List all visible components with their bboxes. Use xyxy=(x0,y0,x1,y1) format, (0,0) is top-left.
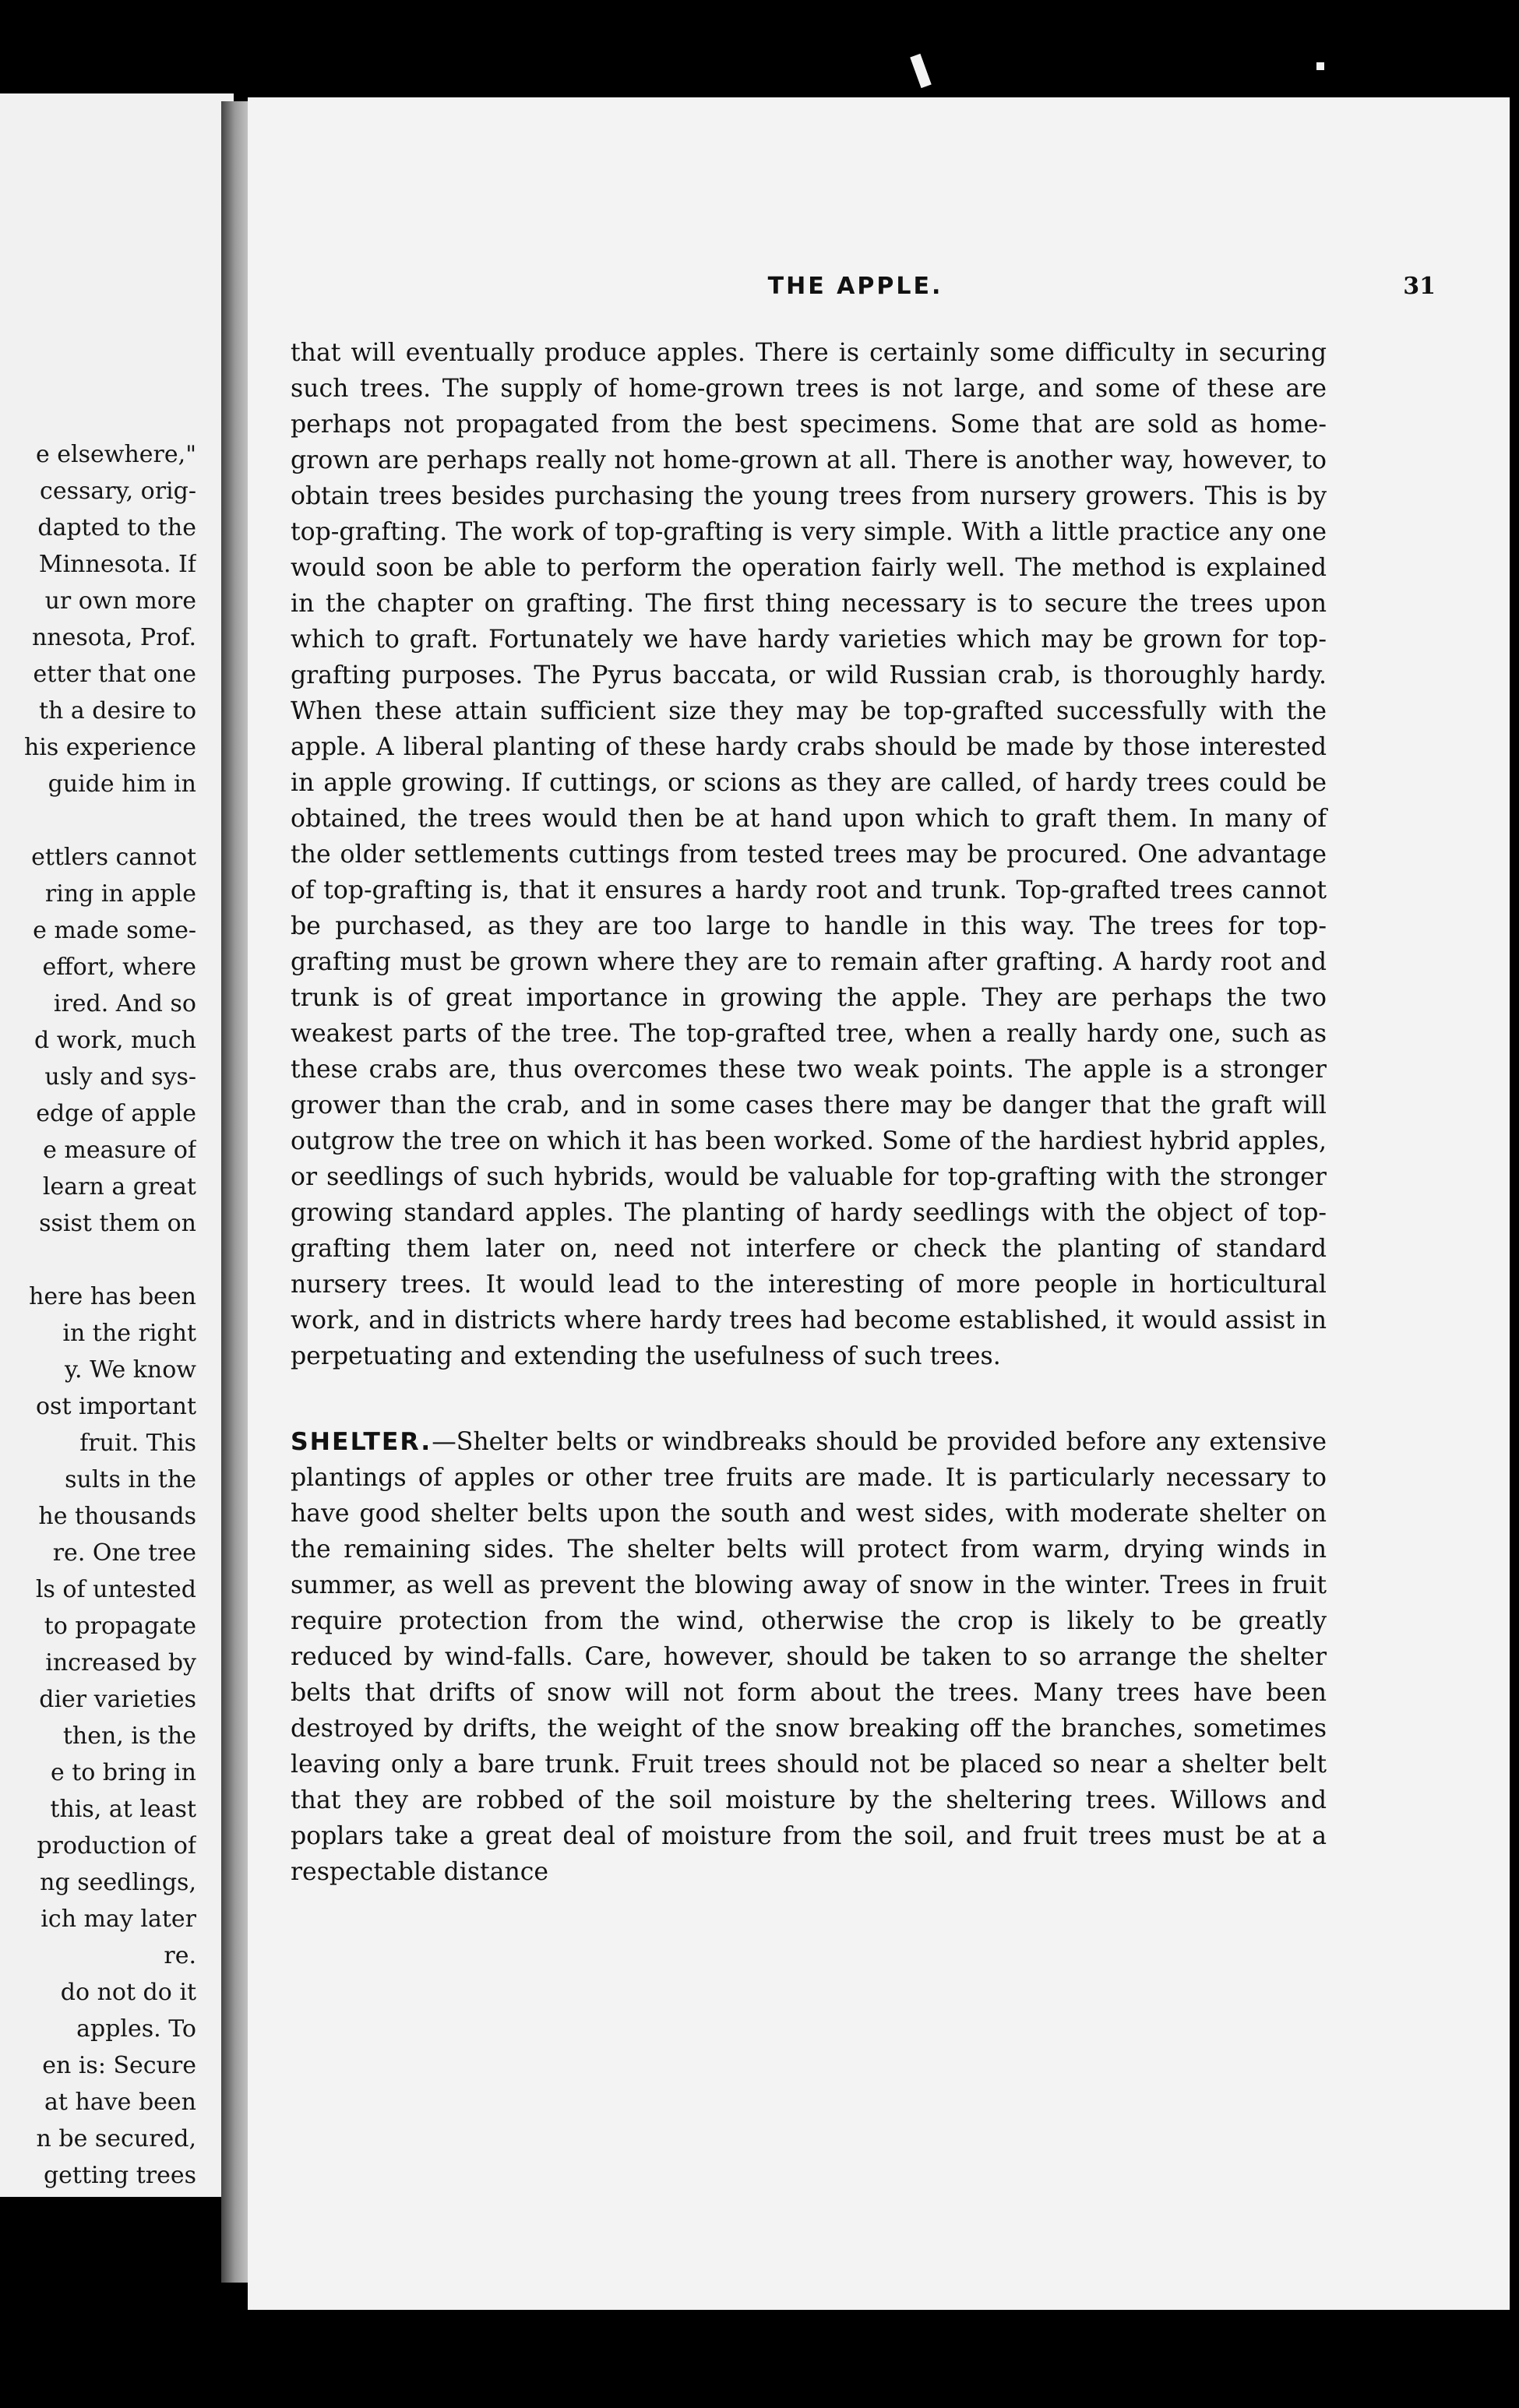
previous-page-line: ired. And so xyxy=(53,990,196,1017)
previous-page-line: Minnesota. If xyxy=(38,551,196,578)
previous-page-line: guide him in xyxy=(48,770,196,798)
previous-page-line: y. We know xyxy=(65,1356,196,1384)
previous-page-line: ur own more xyxy=(44,587,196,615)
previous-page-line: ssist them on xyxy=(39,1210,196,1237)
previous-page-line: dapted to the xyxy=(37,514,196,541)
page-body xyxy=(291,335,1327,1890)
previous-page-line: usly and sys- xyxy=(44,1063,196,1091)
previous-page-line: then, is the xyxy=(62,1722,196,1750)
paragraph-gap xyxy=(0,1242,196,1278)
paragraph-shelter-text: —Shelter belts or windbreaks should be provided before any extensive plantings of apples or other tree fruits are made. It is particularly necessary to have good shelter belts upon the south and west sides, with moderate shelter on the remaining sides. The shelter belts will protect from warm, drying winds in summer, as well as prevent the blowing away of snow in the winter. Trees in fruit require protection from the wind, otherwise the crop is likely to be greatly reduced by wind-falls. Care, however, should be taken to so arrange the shelter belts that drifts of snow will not form about the trees. Many trees have been destroyed by drifts, the weight of the snow breaking off the branches, sometimes leaving only a bare trunk. Fruit trees should not be placed so near a shelter belt that they are robbed of the soil moisture by the sheltering trees. Willows and poplars take a great deal of moisture from the soil, and fruit trees must be at a respectable distance xyxy=(291,1428,1327,1886)
scan-speck xyxy=(910,54,932,88)
previous-page-line: ost important xyxy=(35,1393,196,1420)
previous-page-line: ng seedlings, xyxy=(40,1869,196,1896)
paragraph-shelter xyxy=(291,1424,1327,1890)
previous-page-line: sults in the xyxy=(65,1466,196,1493)
previous-page-line: getting trees xyxy=(43,2162,196,2189)
previous-page-line: d work, much xyxy=(34,1027,196,1054)
section-heading-shelter: SHELTER. xyxy=(291,1428,432,1456)
scan-speck xyxy=(1316,62,1324,70)
previous-page-line: e elsewhere," xyxy=(36,441,196,468)
previous-page-line: his experience xyxy=(23,734,196,761)
previous-page-line: he thousands xyxy=(38,1503,196,1530)
previous-page-line: production of xyxy=(37,1832,196,1860)
previous-page-text-column xyxy=(0,436,196,2194)
previous-page-line: apples. To xyxy=(76,2015,196,2043)
previous-page-line: ich may later xyxy=(41,1906,196,1933)
previous-page-line: increased by xyxy=(45,1649,196,1676)
running-head: THE APPLE. xyxy=(767,273,943,300)
previous-page-line: e measure of xyxy=(43,1137,196,1164)
previous-page-line: ls of untested xyxy=(35,1576,196,1603)
previous-page-line: here has been xyxy=(29,1283,196,1310)
previous-page-line: ring in apple xyxy=(44,880,196,908)
previous-page-line: etter that one xyxy=(33,661,196,688)
previous-page-line: re. xyxy=(164,1942,196,1969)
previous-page-line: edge of apple xyxy=(36,1100,196,1127)
previous-page-line: to propagate xyxy=(44,1613,196,1640)
previous-page-fragment xyxy=(0,93,234,2197)
previous-page-line: re. One tree xyxy=(52,1539,196,1567)
previous-page-line: in the right xyxy=(62,1320,196,1347)
previous-page-line: fruit. This xyxy=(79,1430,196,1457)
current-page xyxy=(248,97,1510,2310)
previous-page-line: this, at least xyxy=(50,1796,196,1823)
previous-page-line: e to bring in xyxy=(50,1759,196,1786)
previous-page-line: effort, where xyxy=(42,954,196,981)
paragraph-gap xyxy=(0,802,196,839)
paragraph-top-grafting: that will eventually produce apples. There is certainly some difficulty in securing such trees. The supply of home-grown trees is not large, and some of these are perhaps not propagated from the best specimens. Some that are sold as home-grown are perhaps really not home-grown at all. There is another way, however, to obtain trees besides purchasing the young trees from nursery growers. This is by top-grafting. The work of top-grafting is very simple. With a little practice any one would soon be able to perform the operation fairly well. The method is explained in the chapter on grafting. The first thing necessary is to secure the trees upon which to graft. Fortunately we have hardy varieties which may be grown for top-grafting purposes. The Pyrus baccata, or wild Russian crab, is thoroughly hardy. When these attain sufficient size they may be top-grafted successfully with the apple. A liberal planting of these hardy crabs should be made by those interested in apple growing. If cuttings, or scions as they are called, of hardy trees could be obtained, the trees would then be at hand upon which to graft them. In many of the older settlements cuttings from tested trees may be procured. One advantage of top-grafting is, that it ensures a hardy root and trunk. Top-grafted trees cannot be purchased, as they are too large to handle in this way. The trees for top-grafting must be grown where they are to remain after grafting. A hardy root and trunk is of great importance in growing the apple. They are perhaps the two weakest parts of the tree. The top-grafted tree, when a really hardy one, such as these crabs are, thus overcomes these two weak points. The apple is a stronger grower than the crab, and in some cases there may be danger that the graft will outgrow the tree on which it has been worked. Some of the hardiest hybrid apples, or seedlings of such hybrids, would be valuable for top-grafting with the stronger growing standard apples. The planting of hardy seedlings with the object of top-grafting them later on, need not interfere or check the planting of standard nursery trees. It would lead to the interesting of more people in horticultural work, and in districts where hardy trees had become established, it would assist in perpetuating and extending the usefulness of such trees. xyxy=(291,339,1327,1370)
previous-page-line: dier varieties xyxy=(39,1686,196,1713)
previous-page-line: en is: Secure xyxy=(42,2052,196,2079)
previous-page-line: n be secured, xyxy=(36,2125,196,2152)
previous-page-line: th a desire to xyxy=(38,697,196,725)
previous-page-line: at have been xyxy=(44,2089,196,2116)
previous-page-line: nnesota, Prof. xyxy=(31,624,196,651)
previous-page-line: do not do it xyxy=(60,1979,196,2006)
previous-page-line: learn a great xyxy=(42,1173,196,1200)
page-number: 31 xyxy=(1403,273,1436,300)
page-header xyxy=(248,273,1510,312)
previous-page-line: cessary, orig- xyxy=(40,478,196,505)
previous-page-line: e made some- xyxy=(33,917,196,944)
previous-page-line: ettlers cannot xyxy=(31,844,196,871)
